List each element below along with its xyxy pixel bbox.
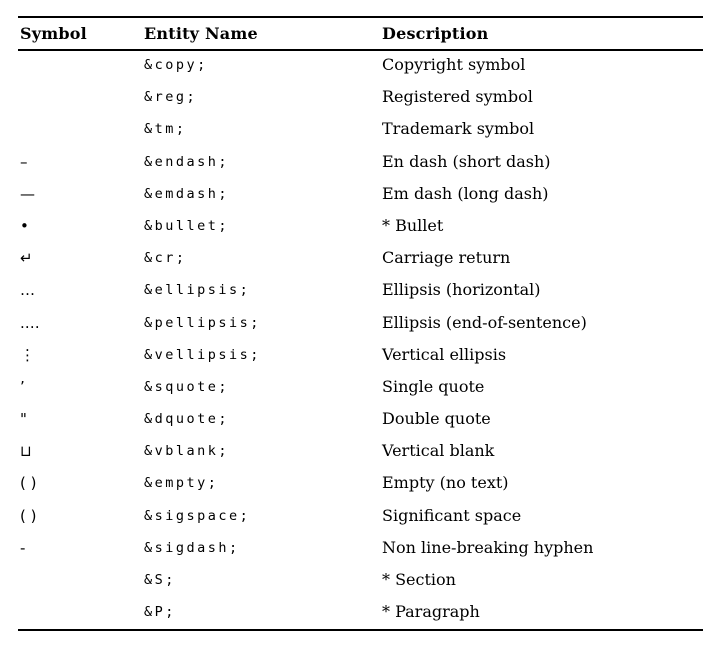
table-row: [0, 113, 722, 145]
entity-cell: &dquote;: [144, 411, 230, 428]
symbol-cell: …: [20, 281, 35, 300]
symbol-cell: -: [20, 538, 26, 557]
table-bottom-rule: [18, 629, 703, 631]
table-row: [0, 435, 722, 467]
entity-cell: &squote;: [144, 378, 230, 395]
entity-cell: &pellipsis;: [144, 314, 261, 331]
entity-cell: &S;: [144, 572, 176, 588]
table-row: [0, 307, 722, 339]
description-cell: Single quote: [382, 376, 485, 396]
description-cell: Non line-breaking hyphen: [382, 537, 594, 557]
symbol-cell: [20, 49, 144, 81]
description-cell: Carriage return: [382, 248, 511, 268]
table-row: [0, 81, 722, 113]
symbol-cell: ’: [20, 377, 25, 396]
symbol-cell: [20, 596, 144, 628]
entity-cell: &endash;: [144, 153, 230, 170]
table-header-row: [0, 17, 722, 49]
table-row: [0, 146, 722, 178]
description-cell: Ellipsis (end-of-sentence): [382, 312, 587, 332]
description-cell: * Section: [382, 570, 456, 589]
table-row: [0, 564, 722, 596]
symbol-cell: ( ): [20, 506, 37, 525]
column-header-description: Description: [382, 23, 489, 43]
entity-cell: &tm;: [144, 121, 187, 138]
description-cell: Copyright symbol: [382, 55, 526, 74]
description-cell: En dash (short dash): [382, 151, 551, 171]
entity-cell: &cr;: [144, 250, 187, 267]
symbol-cell: –: [20, 152, 28, 171]
description-cell: Significant space: [382, 505, 522, 525]
table-row: [0, 532, 722, 564]
table-row: [0, 49, 722, 81]
symbol-cell: [20, 81, 144, 113]
description-cell: * Paragraph: [382, 602, 480, 622]
table-row: [0, 500, 722, 532]
description-cell: Double quote: [382, 409, 491, 429]
symbol-cell: ": [20, 410, 27, 429]
entity-cell: &bullet;: [144, 217, 230, 234]
entity-cell: &ellipsis;: [144, 282, 251, 299]
table-row: [0, 210, 722, 242]
symbol-cell: —: [20, 184, 35, 203]
entity-cell: &emdash;: [144, 185, 230, 202]
table-row: [0, 274, 722, 306]
table-row: [0, 339, 722, 371]
symbol-cell: ⊔: [20, 442, 32, 461]
symbol-cell: ( ): [20, 474, 37, 493]
entity-cell: &empty;: [144, 475, 219, 492]
symbol-cell: [20, 113, 144, 145]
symbol-cell: .…: [20, 313, 40, 332]
table-row: [0, 467, 722, 499]
symbol-cell: •: [20, 216, 29, 235]
entity-cell: &vellipsis;: [144, 346, 261, 363]
description-cell: Ellipsis (horizontal): [382, 280, 541, 300]
table-row: [0, 403, 722, 435]
description-cell: Trademark symbol: [382, 119, 535, 139]
description-cell: Empty (no text): [382, 473, 509, 493]
column-header-symbol: Symbol: [20, 23, 87, 43]
table-row: [0, 596, 722, 628]
entity-cell: &P;: [144, 604, 176, 621]
symbol-cell: ⋮: [20, 345, 35, 364]
table-row: [0, 242, 722, 274]
entity-cell: &sigspace;: [144, 507, 251, 524]
description-cell: Vertical blank: [382, 441, 495, 461]
entity-cell: &sigdash;: [144, 539, 240, 556]
column-header-entity-name: Entity Name: [144, 23, 258, 43]
entity-cell: &copy;: [144, 57, 208, 73]
entity-cell: &vblank;: [144, 443, 230, 460]
description-cell: Registered symbol: [382, 87, 533, 107]
symbol-cell: [20, 564, 144, 596]
entity-cell: &reg;: [144, 89, 198, 106]
table-row: [0, 371, 722, 403]
description-cell: Vertical ellipsis: [382, 344, 507, 364]
symbol-cell: ↵: [20, 249, 33, 268]
table-body: [0, 49, 722, 628]
description-cell: Em dash (long dash): [382, 183, 549, 203]
table-row: [0, 178, 722, 210]
description-cell: * Bullet: [382, 215, 444, 235]
